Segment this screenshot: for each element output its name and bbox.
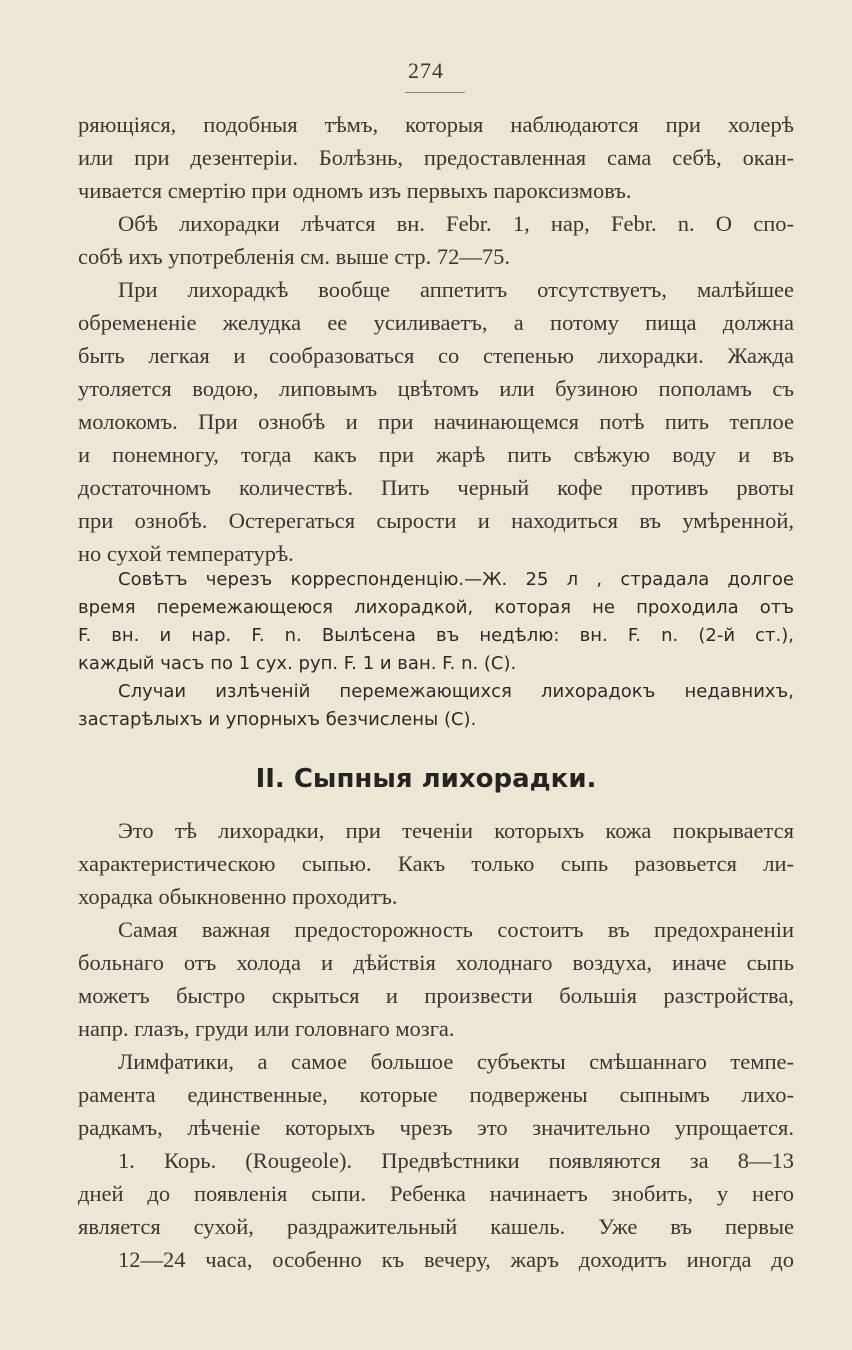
page-number: 274 bbox=[408, 58, 444, 83]
text-line: дней до появленія сыпи. Ребенка начинаетъ знобить, у него bbox=[78, 1181, 794, 1206]
text-line: но сухой температурѣ. bbox=[78, 541, 294, 566]
text-line: Обѣ лихорадки лѣчатся вн. Febr. 1, нар, Febr. n. О спо- bbox=[118, 211, 794, 236]
text-line: достаточномъ количествѣ. Пить черный кофе противъ рвоты bbox=[78, 475, 794, 500]
text-block-eruptive-fevers bbox=[78, 814, 794, 1276]
text-line: чивается смертію при одномъ изъ первыхъ пароксизмовъ. bbox=[78, 178, 632, 203]
text-line: является сухой, раздражительный кашель. Уже въ первые bbox=[78, 1214, 794, 1239]
text-line: рамента единственные, которые подвержены сыпнымъ лихо- bbox=[78, 1082, 794, 1107]
text-line: радкамъ, лѣченіе которыхъ чрезъ это значительно упрощается. bbox=[78, 1115, 794, 1140]
text-line: При лихорадкѣ вообще аппетитъ отсутствуетъ, малѣйшее bbox=[118, 277, 794, 302]
text-line: или при дезентеріи. Болѣзнь, предоставленная сама себѣ, окан- bbox=[78, 145, 794, 170]
text-line: 12—24 часа, особенно къ вечеру, жаръ доходитъ иногда до bbox=[118, 1247, 794, 1272]
text-line: можетъ быстро скрыться и произвести большія разстройства, bbox=[78, 983, 794, 1008]
text-line: собѣ ихъ употребленія см. выше стр. 72—75. bbox=[78, 244, 511, 269]
correspondence-note bbox=[78, 566, 794, 734]
text-line: обремененіе желудка ее усиливаетъ, а потому пища должна bbox=[78, 310, 794, 335]
text-line: Самая важная предосторожность состоитъ въ предохраненіи bbox=[118, 917, 794, 942]
page-number-rule bbox=[405, 92, 465, 93]
text-line: Это тѣ лихорадки, при теченіи которыхъ кожа покрывается bbox=[118, 818, 794, 843]
text-line: характеристическою сыпью. Какъ только сыпь разовьется ли- bbox=[78, 851, 794, 876]
text-line: хорадка обыкновенно проходитъ. bbox=[78, 884, 398, 909]
text-line: напр. глазъ, груди или головнаго мозга. bbox=[78, 1016, 455, 1041]
text-line: при ознобѣ. Остерегаться сырости и находиться въ умѣренной, bbox=[78, 508, 794, 533]
text-block-fevers-treatment bbox=[78, 108, 794, 570]
note-line: F. вн. и нар. F. n. Вылѣсена въ недѣлю: вн. F. n. (2-й ст.), bbox=[78, 625, 794, 646]
text-line: молокомъ. При ознобѣ и при начинающемся потѣ пить теплое bbox=[78, 409, 794, 434]
note-line: застарѣлыхъ и упорныхъ безчислены (С). bbox=[78, 709, 477, 730]
note-line: каждый часъ по 1 сух. руп. F. 1 и ван. F. n. (С). bbox=[78, 653, 517, 674]
note-line: время перемежающеюся лихорадкой, которая не проходила отъ bbox=[78, 597, 794, 618]
text-line: быть легкая и сообразоваться со степенью лихорадки. Жажда bbox=[78, 343, 794, 368]
text-line: больнаго отъ холода и дѣйствія холоднаго воздуха, иначе сыпь bbox=[78, 950, 794, 975]
text-line: и понемногу, тогда какъ при жарѣ пить свѣжую воду и въ bbox=[78, 442, 794, 467]
text-line: ряющіяся, подобныя тѣмъ, которыя наблюдаются при холерѣ bbox=[78, 112, 794, 137]
note-line: Случаи излѣченій перемежающихся лихорадокъ недавнихъ, bbox=[118, 681, 794, 702]
text-line: Лимфатики, а самое большое субъекты смѣшаннаго темпе- bbox=[118, 1049, 794, 1074]
note-line: Совѣтъ черезъ корреспонденцію.—Ж. 25 л , страдала долгое bbox=[118, 569, 794, 590]
text-line: 1. Корь. (Rougeole). Предвѣстники появляются за 8—13 bbox=[118, 1148, 794, 1173]
section-heading: II. Сыпныя лихорадки. bbox=[255, 764, 597, 794]
text-line: утоляется водою, липовымъ цвѣтомъ или бузиною пополамъ съ bbox=[78, 376, 794, 401]
